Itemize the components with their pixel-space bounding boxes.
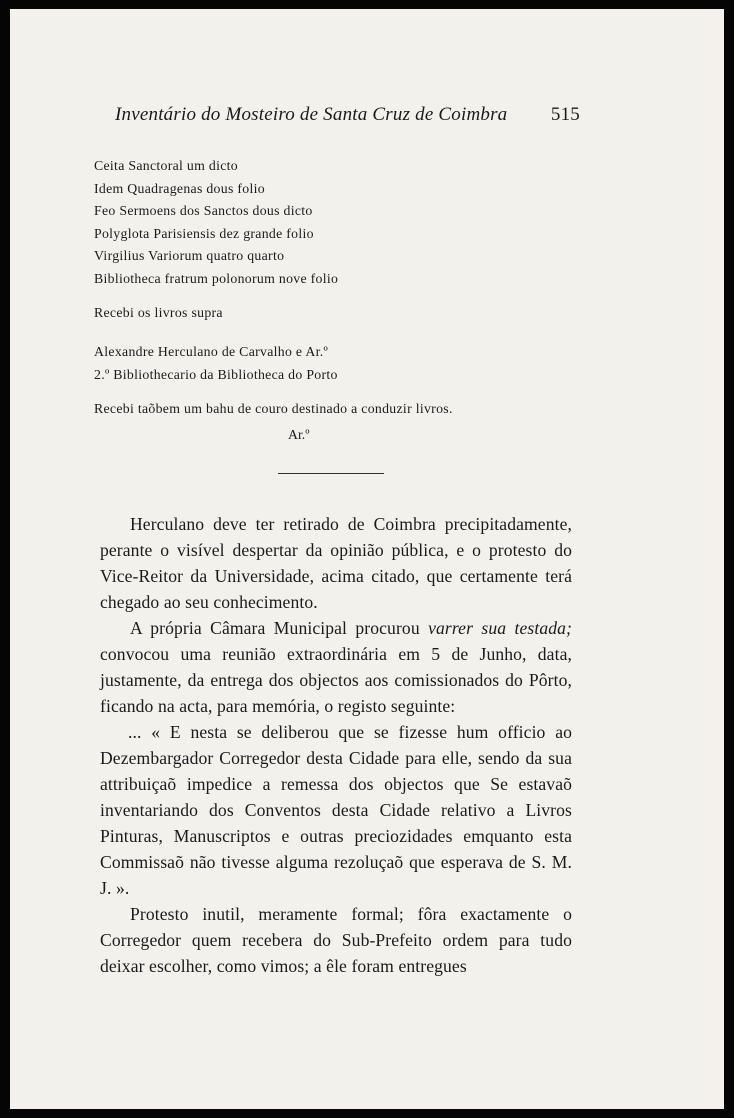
inventory-item: Polyglota Parisiensis dez grande folio (94, 225, 314, 241)
running-header (115, 104, 580, 126)
inventory-list (94, 155, 554, 290)
section-divider (278, 473, 384, 474)
receipt-signature-abbr: Ar.º (288, 427, 310, 442)
italic-phrase: varrer sua testada; (428, 618, 573, 638)
inventory-item: Virgilius Variorum quatro quarto (94, 248, 285, 263)
inventory-item: Ceita Sanctoral um dicto (94, 158, 238, 173)
quoted-minutes: ... « E nesta se deliberou que se fizesse hum officio ao Dezembargador Corregedor desta Cidade para elle, sendo da sua attribuiçaõ impedice a remessa dos objectos que Se estavaõ inventariando dos Conventos desta Cidade relativo a Livros Pinturas, Manuscriptos e outras preciozidades emquanto esta Commissaõ não tivesse alguma rezoluçaõ que esperava de S. M. J. ». (100, 722, 572, 898)
paragraph: Protesto inutil, meramente formal; fôra exactamente o Corregedor quem recebera do Sub-Prefeito ordem para tudo deixar escolher, como vimos; a êle foram entregues (100, 904, 572, 976)
receipt-note: Recebi os livros supra (94, 305, 223, 320)
receipt-note-2: Recebi taõbem um bahu de couro destinado a conduzir livros. (94, 401, 453, 416)
signature-block (94, 340, 338, 386)
paragraph: Herculano deve ter retirado de Coimbra precipitadamente, perante o visível despertar da opinião pública, e o protesto do Vice-Reitor da Universidade, acima citado, que certamente terá chegado ao seu conhecimento. (100, 514, 572, 612)
paragraph: A própria Câmara Municipal procurou varrer sua testada; convocou uma reunião extraordinária em 5 de Junho, data, justamente, da entrega dos objectos aos comissionados do Pôrto, ficando na acta, para memória, o registo seguinte: (100, 618, 573, 716)
signature-title: 2.º Bibliothecario da Bibliotheca do Porto (94, 367, 338, 382)
page-number: 515 (550, 104, 580, 125)
book-page (10, 9, 724, 1109)
header-title: Inventário do Mosteiro de Santa Cruz de Coimbra (115, 104, 508, 125)
inventory-item: Feo Sermoens dos Sanctos dous dicto (94, 203, 313, 218)
signature-name: Alexandre Herculano de Carvalho e Ar.º (94, 344, 329, 359)
body-text (100, 511, 572, 979)
inventory-item: Idem Quadragenas dous folio (94, 180, 265, 196)
inventory-item: Bibliotheca fratrum polonorum nove folio (94, 270, 339, 286)
